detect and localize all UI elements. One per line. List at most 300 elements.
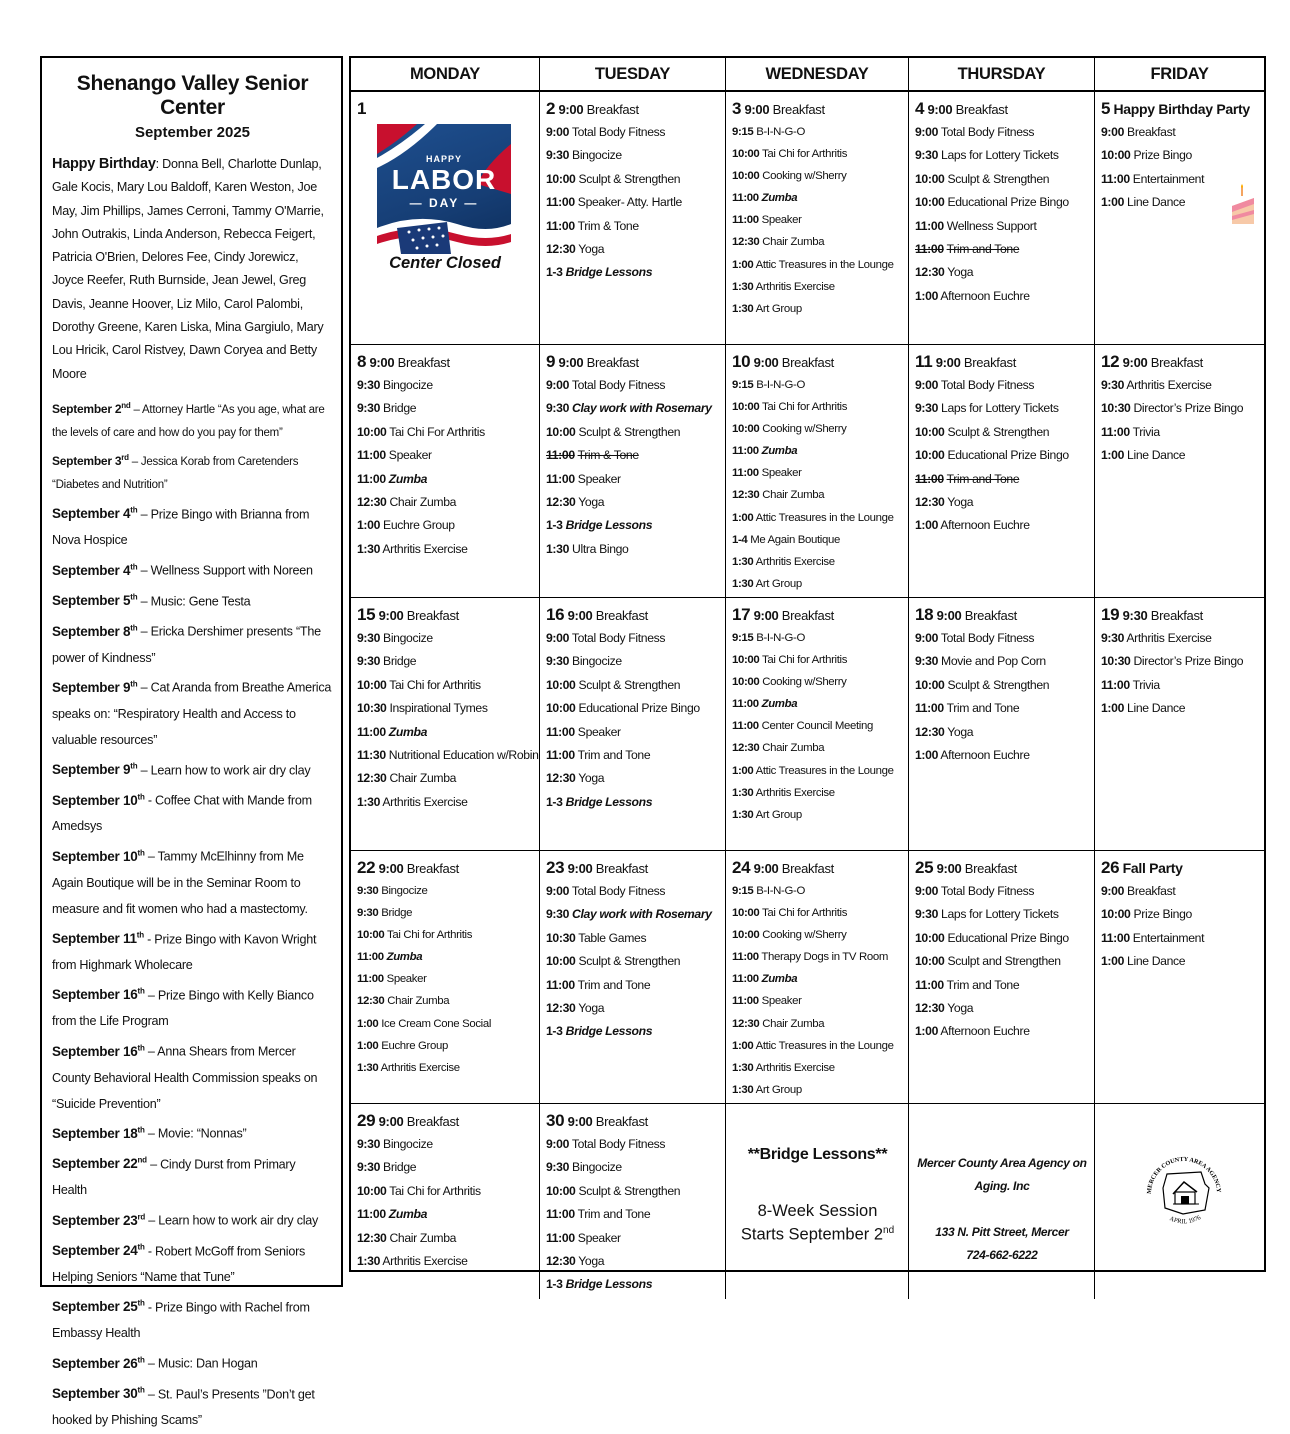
activity-time: 9:30 bbox=[357, 631, 380, 645]
activity-item bbox=[546, 1227, 720, 1250]
activity-time: 12:30 bbox=[915, 495, 945, 510]
activity-time: 1:00 bbox=[357, 1039, 379, 1052]
activity-name: Zumba bbox=[388, 1207, 427, 1222]
activity-item bbox=[1101, 444, 1259, 467]
day-cell-30 bbox=[540, 1104, 726, 1299]
activity-item bbox=[915, 627, 1089, 650]
activity-name: Trim and Tone bbox=[946, 701, 1020, 716]
activity-item bbox=[1101, 650, 1259, 673]
day-cell-2 bbox=[540, 92, 726, 344]
activity-time: 11:00 bbox=[1101, 171, 1130, 186]
activity-time: 10:30 bbox=[1101, 654, 1131, 669]
activity-time: 9:00 bbox=[915, 631, 938, 645]
activity-time: 9:00 bbox=[567, 1114, 593, 1129]
event-date: September 24th bbox=[52, 1242, 145, 1259]
activity-item bbox=[546, 627, 720, 650]
activity-item bbox=[732, 231, 903, 253]
activity-time: 1:00 bbox=[1101, 954, 1124, 969]
event-text: – Wellness Support with Noreen bbox=[137, 563, 313, 578]
event-date: September 2nd bbox=[52, 400, 131, 416]
activity-name: Tai Chi for Arthritis bbox=[762, 654, 848, 667]
event-item bbox=[52, 1291, 333, 1347]
event-date: September 30th bbox=[52, 1385, 145, 1402]
activity-time: 11:00 bbox=[546, 218, 575, 233]
activity-name: Sculpt & Strengthen bbox=[947, 677, 1050, 692]
activity-item bbox=[357, 791, 534, 814]
day-cell-12 bbox=[1095, 345, 1264, 597]
birthday-names: : Donna Bell, Charlotte Dunlap, Gale Kocis, Mary Lou Baldoff, Karen Weston, Joe May, Jim Phillips, James Cerroni, Tammy O'Marrie, John Outrakis, Linda Anderson, Rebecca Feigert, Patricia O'Brien, Delores Fee, Cindy Jorewicz, Joyce Reefer, Ruth Burnside, Jean Jewel, Greg Davis, Jeanne Hoover, Liz Milo, Carol Palombi, Dorothy Greene, Karen Liska, Mina Gargiulo, Mary Lou Hricik, Carol Ristvey, Dawn Coryea and Betty Moore bbox=[52, 157, 324, 381]
event-date-suffix: th bbox=[130, 592, 138, 602]
activity-name: Director’s Prize Bingo bbox=[1133, 654, 1244, 669]
center-closed-label: Center Closed bbox=[389, 254, 501, 272]
activity-item bbox=[357, 1156, 534, 1179]
labor-day-image bbox=[377, 124, 511, 254]
day-header bbox=[357, 351, 534, 374]
activity-item bbox=[732, 209, 903, 231]
day-number: 26 bbox=[1101, 858, 1120, 877]
activity-item bbox=[732, 1079, 903, 1101]
day-number: 8 bbox=[357, 352, 367, 371]
activity-time: 12:30 bbox=[357, 771, 387, 786]
activity-time: 10:00 bbox=[732, 170, 760, 183]
activity-name: Total Body Fitness bbox=[571, 631, 666, 645]
activity-time: 9:30 bbox=[915, 148, 938, 163]
activity-item bbox=[732, 276, 903, 298]
event-date: September 8th bbox=[52, 623, 138, 639]
activity-name: B-I-N-G-O bbox=[756, 632, 805, 644]
activity-time: 1-3 bbox=[546, 265, 563, 280]
day-cell-19 bbox=[1095, 598, 1264, 850]
activity-item bbox=[915, 997, 1089, 1020]
activity-item bbox=[546, 767, 720, 790]
activity-item bbox=[915, 191, 1089, 214]
activity-name: Ultra Bingo bbox=[572, 541, 629, 556]
event-date: September 16th bbox=[52, 986, 145, 1003]
event-date-suffix: th bbox=[137, 986, 145, 996]
activity-item bbox=[546, 744, 720, 767]
activity-item bbox=[732, 946, 903, 968]
calendar-week bbox=[351, 598, 1264, 851]
day-number: 16 bbox=[546, 605, 565, 624]
activity-time: 9:00 bbox=[915, 884, 938, 898]
activity-item bbox=[1101, 950, 1259, 973]
activity-item bbox=[915, 374, 1089, 397]
activity-time: 1:30 bbox=[357, 1061, 379, 1074]
activity-name: Arthritis Exercise bbox=[755, 280, 835, 293]
activity-name: Attic Treasures in the Lounge bbox=[755, 511, 894, 524]
weekday-header-tuesday: TUESDAY bbox=[540, 58, 726, 90]
activity-name: Bingocize bbox=[383, 631, 433, 645]
activity-item bbox=[357, 468, 534, 491]
activity-name: Total Body Fitness bbox=[940, 378, 1035, 392]
activity-time: 11:00 bbox=[732, 214, 759, 227]
activity-name: Chair Zumba bbox=[762, 742, 825, 755]
activity-name: Arthritis Exercise bbox=[380, 1061, 460, 1074]
event-item bbox=[52, 1035, 333, 1117]
activity-time: 11:00 bbox=[546, 471, 575, 486]
day-header bbox=[732, 604, 903, 627]
activity-time: 11:00 bbox=[915, 242, 944, 257]
activity-time: 1:00 bbox=[915, 748, 938, 763]
day-header bbox=[915, 604, 1089, 627]
activity-name: Line Dance bbox=[1127, 195, 1186, 210]
activity-item bbox=[1101, 880, 1259, 903]
activity-item bbox=[357, 902, 534, 924]
activity-time: 10:00 bbox=[915, 424, 945, 439]
activity-name: Bingocize bbox=[383, 1137, 433, 1151]
activity-time: 9:15 bbox=[732, 126, 754, 138]
bridge-line-1: 8-Week Session bbox=[757, 1202, 878, 1220]
activity-name: Educational Prize Bingo bbox=[947, 930, 1069, 945]
activity-name: Laps for Lottery Tickets bbox=[941, 907, 1059, 922]
activity-time: 9:00 bbox=[558, 102, 584, 117]
day-number: 24 bbox=[732, 858, 751, 877]
day-cell-8 bbox=[351, 345, 540, 597]
event-item bbox=[52, 498, 333, 554]
activity-item bbox=[732, 121, 903, 143]
activity-name: Cooking w/Sherry bbox=[762, 929, 847, 942]
activity-time: 1:00 bbox=[357, 518, 380, 533]
event-item bbox=[52, 394, 333, 446]
event-text: – Jessica Korab from Caretenders “Diabetes and Nutrition” bbox=[52, 455, 299, 492]
agency-name-2: Aging. Inc bbox=[974, 1179, 1030, 1193]
activity-item bbox=[546, 215, 720, 238]
activity-item bbox=[915, 238, 1089, 261]
day-header bbox=[1101, 98, 1259, 121]
activity-name: Speaker bbox=[761, 995, 802, 1008]
event-item bbox=[52, 1235, 333, 1291]
day-number: 1 bbox=[357, 99, 367, 118]
activity-time: 11:00 bbox=[546, 1230, 575, 1245]
activity-time: 10:00 bbox=[732, 148, 760, 161]
activity-time: 11:00 bbox=[357, 1207, 386, 1222]
event-text: – Cat Aranda from Breathe America speaks on: “Respiratory Health and Access to valuable resources” bbox=[52, 680, 332, 747]
activity-time: 12:30 bbox=[732, 489, 760, 502]
activity-time: 10:00 bbox=[732, 929, 760, 942]
activity-time: 11:00 bbox=[732, 467, 759, 480]
activity-name: Breakfast bbox=[595, 608, 648, 623]
activity-item bbox=[732, 760, 903, 782]
day-number: 5 bbox=[1101, 99, 1111, 118]
activity-time: 11:00 bbox=[546, 195, 575, 210]
day-number: 9 bbox=[546, 352, 556, 371]
activity-time: 9:30 bbox=[357, 907, 379, 920]
day-number: 25 bbox=[915, 858, 934, 877]
weekday-header-thursday: THURSDAY bbox=[909, 58, 1095, 90]
calendar-grid bbox=[349, 56, 1266, 1292]
activity-item bbox=[546, 927, 720, 950]
activity-item bbox=[915, 697, 1089, 720]
activity-item bbox=[546, 1156, 720, 1179]
day-number: 2 bbox=[546, 99, 556, 118]
day-header bbox=[357, 98, 534, 121]
activity-name: Zumba bbox=[761, 445, 798, 458]
activity-time: 10:00 bbox=[546, 954, 576, 969]
activity-name: Chair Zumba bbox=[389, 1230, 457, 1245]
day-cell-10 bbox=[726, 345, 909, 597]
activity-time: 9:30 bbox=[915, 401, 938, 416]
activity-time: 12:30 bbox=[915, 724, 945, 739]
activity-item bbox=[357, 650, 534, 673]
activity-name: Yoga bbox=[947, 1001, 974, 1016]
activity-time: 10:00 bbox=[915, 677, 945, 692]
activity-time: 12:30 bbox=[546, 495, 576, 510]
activity-time: 1:30 bbox=[732, 786, 754, 799]
activity-item bbox=[915, 721, 1089, 744]
activity-time: 10:00 bbox=[357, 1183, 387, 1198]
activity-name: Tai Chi for Arthritis bbox=[389, 1183, 481, 1198]
event-date: September 4th bbox=[52, 562, 138, 578]
activity-item bbox=[915, 974, 1089, 997]
activity-item bbox=[915, 674, 1089, 697]
activity-name: Zumba bbox=[761, 698, 798, 711]
activity-time: 9:00 bbox=[369, 355, 395, 370]
activity-time: 9:30 bbox=[915, 654, 938, 669]
event-item bbox=[52, 615, 333, 671]
activity-time: 9:30 bbox=[546, 401, 569, 416]
event-item bbox=[52, 840, 333, 922]
day-number: 30 bbox=[546, 1111, 565, 1130]
activity-name: Entertainment bbox=[1132, 171, 1205, 186]
activity-time: 10:00 bbox=[1101, 148, 1131, 163]
agency-info bbox=[915, 1110, 1089, 1267]
day-header bbox=[546, 604, 720, 627]
activity-name: Bridge Lessons bbox=[565, 518, 653, 533]
event-text: – Prize Bingo with Kelly Bianco from the Life Program bbox=[52, 988, 314, 1029]
activity-item bbox=[1101, 144, 1259, 167]
activity-name: Nutritional Education w/Robin bbox=[388, 748, 539, 763]
activity-time: 11:00 bbox=[546, 748, 575, 763]
activity-time: 9:30 bbox=[357, 378, 380, 392]
activity-item bbox=[357, 374, 534, 397]
bridge-lessons-note bbox=[732, 1146, 903, 1245]
activity-time: 12:30 bbox=[357, 495, 387, 510]
activity-name: Bridge bbox=[383, 1160, 417, 1175]
day-header bbox=[546, 1110, 720, 1133]
activity-item bbox=[546, 261, 720, 284]
activity-name: Sculpt & Strengthen bbox=[947, 424, 1050, 439]
day-number: 29 bbox=[357, 1111, 376, 1130]
activity-item bbox=[1101, 397, 1259, 420]
day-number: 12 bbox=[1101, 352, 1120, 371]
day-cell-11 bbox=[909, 345, 1095, 597]
activity-name: Art Group bbox=[755, 302, 802, 315]
activity-time: 9:15 bbox=[732, 885, 754, 897]
seal-top-text: MERCER COUNTY AREA AGENCY bbox=[1145, 1155, 1223, 1195]
activity-time: 9:15 bbox=[732, 379, 754, 391]
activity-name: Ice Cream Cone Social bbox=[381, 1017, 492, 1030]
activity-time: 9:30 bbox=[357, 401, 380, 416]
day-number: 11 bbox=[915, 352, 933, 371]
activity-time: 11:00 bbox=[357, 448, 386, 463]
agency-name-1: Mercer County Area Agency on bbox=[917, 1156, 1087, 1170]
month-subtitle: September 2025 bbox=[134, 124, 251, 141]
activity-name: Breakfast bbox=[406, 1114, 459, 1129]
activity-name: Arthritis Exercise bbox=[1126, 378, 1212, 392]
activity-name: Trim and Tone bbox=[946, 977, 1020, 992]
activity-name: Director’s Prize Bingo bbox=[1133, 401, 1244, 416]
activity-item bbox=[546, 397, 720, 420]
activity-time: 11:00 bbox=[915, 471, 944, 486]
activity-item bbox=[915, 444, 1089, 467]
activity-name: Yoga bbox=[578, 1254, 605, 1269]
event-text: – Learn how to work air dry clay bbox=[145, 1213, 319, 1228]
activity-item bbox=[546, 514, 720, 537]
day-header bbox=[546, 351, 720, 374]
activity-name: Speaker bbox=[386, 973, 427, 986]
activity-time: 11:00 bbox=[732, 973, 759, 986]
activity-name: Afternoon Euchre bbox=[940, 1024, 1030, 1039]
event-date-suffix: th bbox=[130, 761, 138, 771]
activity-item bbox=[357, 880, 534, 902]
activity-name: Breakfast bbox=[781, 608, 834, 623]
sidebar-info-panel bbox=[40, 56, 343, 1427]
activity-time: 10:00 bbox=[546, 171, 576, 186]
activity-item bbox=[546, 1250, 720, 1273]
activity-item bbox=[546, 791, 720, 814]
activity-time: 1-4 bbox=[732, 533, 748, 546]
event-item bbox=[52, 446, 333, 498]
activity-item bbox=[357, 538, 534, 561]
activity-time: 11:00 bbox=[546, 977, 575, 992]
event-text: – Anna Shears from Mercer County Behavioral Health Commission speaks on “Suicide Prevention” bbox=[52, 1044, 318, 1111]
event-item bbox=[52, 923, 333, 979]
activity-time: 10:00 bbox=[732, 907, 760, 920]
activity-item bbox=[546, 1133, 720, 1156]
activity-name: Afternoon Euchre bbox=[940, 518, 1030, 533]
activity-item bbox=[357, 491, 534, 514]
activity-name: Breakfast bbox=[772, 102, 825, 117]
activity-item bbox=[357, 421, 534, 444]
calendar-week bbox=[351, 92, 1264, 345]
activity-name: Trim and Tone bbox=[577, 748, 651, 763]
weekday-header-friday: FRIDAY bbox=[1150, 64, 1209, 83]
activity-item bbox=[1101, 374, 1259, 397]
event-date-suffix: th bbox=[137, 1242, 145, 1252]
activity-time: 11:00 bbox=[915, 218, 944, 233]
activity-name: Bridge Lessons bbox=[565, 1024, 653, 1039]
activity-item bbox=[732, 254, 903, 276]
activity-item bbox=[915, 468, 1089, 491]
activity-name: Sculpt & Strengthen bbox=[578, 954, 681, 969]
event-date-suffix: th bbox=[137, 848, 145, 858]
activity-item bbox=[915, 168, 1089, 191]
activity-name: Yoga bbox=[947, 265, 974, 280]
activity-name: Art Group bbox=[755, 577, 802, 590]
event-date: September 16th bbox=[52, 1043, 145, 1059]
activity-item bbox=[915, 514, 1089, 537]
activity-time: 12:30 bbox=[732, 742, 760, 755]
event-item bbox=[52, 754, 333, 784]
activity-name: Chair Zumba bbox=[387, 995, 450, 1008]
activity-time: 10:00 bbox=[546, 701, 576, 716]
activity-time: 9:00 bbox=[1101, 125, 1124, 139]
activity-time: 9:30 bbox=[1101, 378, 1124, 392]
activity-time: 10:00 bbox=[915, 954, 945, 969]
activity-item bbox=[1101, 697, 1259, 720]
activity-item bbox=[915, 491, 1089, 514]
activity-time: 10:00 bbox=[915, 195, 945, 210]
activity-item bbox=[357, 968, 534, 990]
event-date: September 26th bbox=[52, 1355, 145, 1371]
agency-address: 133 N. Pitt Street, Mercer bbox=[935, 1225, 1069, 1239]
event-date-suffix: th bbox=[136, 930, 144, 940]
activity-time: 10:00 bbox=[732, 676, 760, 689]
activity-name: Tai Chi For Arthritis bbox=[389, 424, 485, 439]
event-text: – Tammy McElhinny from Me Again Boutique will be in the Seminar Room to measure and fit women who had a mastectomy. bbox=[52, 849, 308, 916]
day-cell-23 bbox=[540, 851, 726, 1103]
activity-name: B-I-N-G-O bbox=[756, 126, 805, 138]
day-cell bbox=[1095, 1104, 1264, 1299]
event-date-suffix: th bbox=[137, 792, 145, 802]
day-cell-24 bbox=[726, 851, 909, 1103]
activity-name: Tai Chi for Arthritis bbox=[762, 401, 848, 414]
activity-name: Sculpt and Strengthen bbox=[947, 954, 1061, 969]
activity-time: 9:00 bbox=[1122, 355, 1148, 370]
activity-time: 9:00 bbox=[546, 378, 569, 392]
activity-name: Breakfast bbox=[1127, 884, 1176, 898]
activity-time: 9:30 bbox=[546, 148, 569, 163]
activity-item bbox=[546, 374, 720, 397]
activity-name: Yoga bbox=[578, 771, 605, 786]
event-item bbox=[52, 554, 333, 584]
activity-name: Bingocize bbox=[381, 885, 428, 897]
event-text: – Prize Bingo with Brianna from Nova Hospice bbox=[52, 507, 310, 548]
event-date-suffix: th bbox=[137, 1125, 145, 1135]
day-title: Happy Birthday Party bbox=[1113, 101, 1250, 117]
activity-time: 9:30 bbox=[546, 654, 569, 669]
day-number: 15 bbox=[357, 605, 376, 624]
cake-icon bbox=[1230, 184, 1256, 228]
activity-name: Breakfast bbox=[781, 355, 834, 370]
activity-name: Bridge Lessons bbox=[565, 265, 653, 280]
activity-name: Speaker bbox=[577, 724, 621, 739]
activity-item bbox=[732, 990, 903, 1012]
activity-item bbox=[732, 804, 903, 826]
activity-name: Sculpt & Strengthen bbox=[578, 677, 681, 692]
activity-name: Line Dance bbox=[1127, 448, 1186, 463]
activity-time: 10:30 bbox=[546, 930, 576, 945]
activity-time: 10:00 bbox=[546, 424, 576, 439]
activity-name: Total Body Fitness bbox=[940, 631, 1035, 645]
activity-time: 9:30 bbox=[915, 907, 938, 922]
day-cell bbox=[726, 1104, 909, 1299]
activity-name: Tai Chi for Arthritis bbox=[762, 148, 848, 161]
activity-time: 1:30 bbox=[357, 541, 380, 556]
activity-time: 9:00 bbox=[378, 608, 404, 623]
activity-time: 1:00 bbox=[732, 511, 754, 524]
activity-time: 12:30 bbox=[732, 236, 760, 249]
birthday-list bbox=[52, 153, 333, 386]
activity-name: Attic Treasures in the Lounge bbox=[755, 764, 894, 777]
event-item bbox=[52, 1204, 333, 1234]
activity-time: 1:30 bbox=[732, 555, 754, 568]
event-date: September 10th bbox=[52, 848, 145, 864]
activity-time: 10:00 bbox=[357, 424, 387, 439]
activity-item bbox=[357, 946, 534, 968]
activity-name: Trim and Tone bbox=[577, 1207, 651, 1222]
event-text: – Music: Gene Testa bbox=[137, 594, 251, 609]
day-number: 19 bbox=[1101, 605, 1120, 624]
day-cell-22 bbox=[351, 851, 540, 1103]
activity-time: 9:30 bbox=[546, 1160, 569, 1175]
activity-item bbox=[546, 121, 720, 144]
activity-item bbox=[546, 168, 720, 191]
event-text: – Cindy Durst from Primary Health bbox=[52, 1157, 296, 1198]
day-number: 17 bbox=[732, 605, 751, 624]
activity-name: Zumba bbox=[761, 192, 798, 205]
activity-item bbox=[1101, 674, 1259, 697]
